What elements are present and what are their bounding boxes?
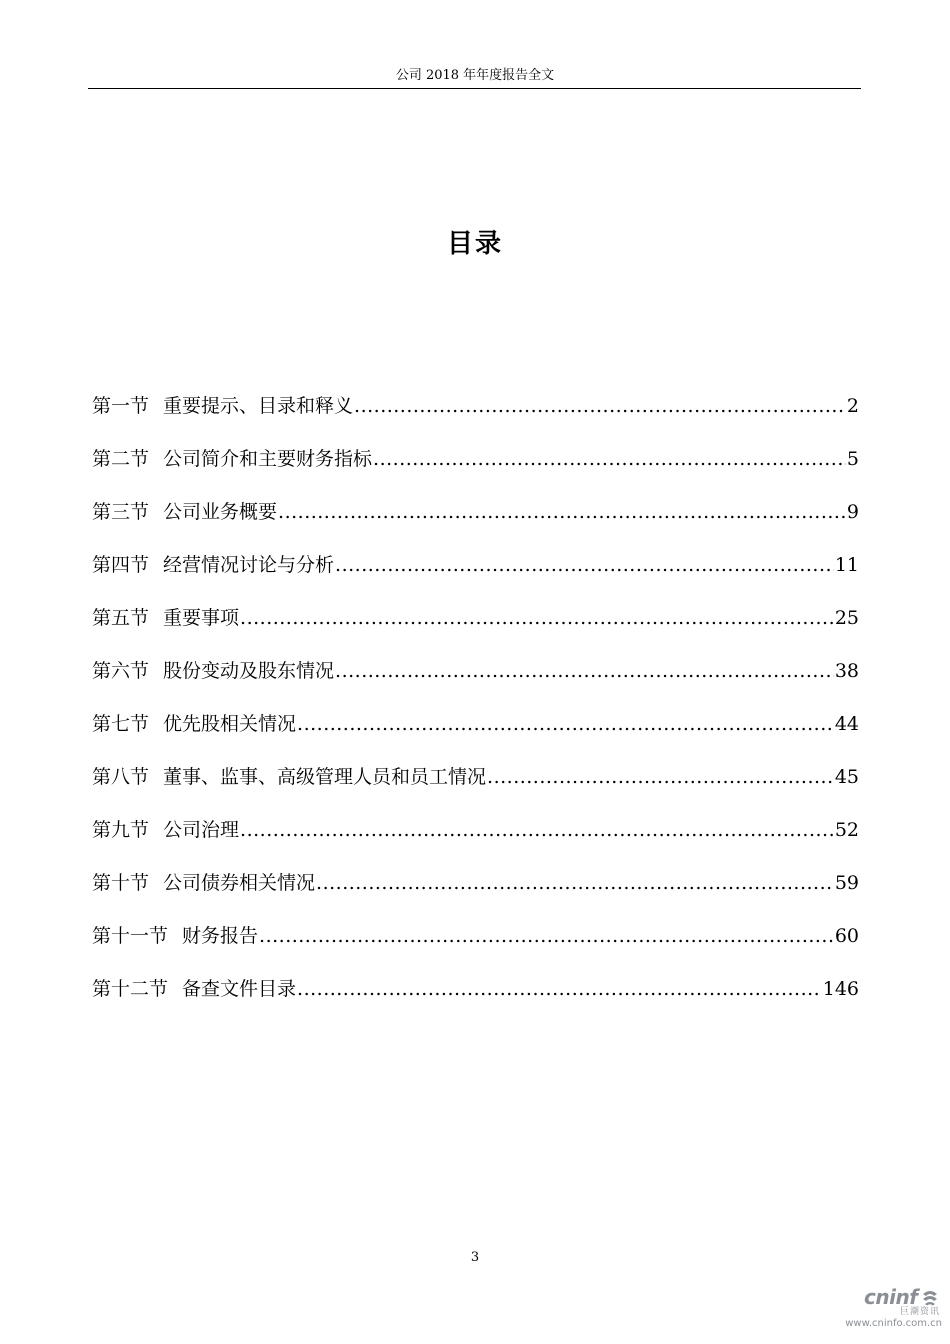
toc-page-number: 45: [834, 766, 859, 788]
toc-dot-leader: [240, 816, 834, 844]
toc-page-number: 52: [834, 819, 859, 841]
toc-page-number: 146: [822, 978, 859, 1000]
table-of-contents: [92, 392, 859, 1028]
cninfo-logo-icon: [920, 1288, 940, 1308]
toc-section-number: 第二节: [92, 448, 150, 470]
page-title: 目录: [446, 229, 503, 259]
toc-section-number: 第十节: [92, 872, 150, 894]
toc-section-title: 重要提示、目录和释义: [163, 395, 354, 417]
toc-section-title: 公司债券相关情况: [163, 872, 316, 894]
toc-page-number: 25: [834, 607, 859, 629]
toc-entry[interactable]: [92, 975, 859, 1028]
toc-entry[interactable]: [92, 869, 859, 922]
toc-page-number: 59: [834, 872, 859, 894]
toc-section-number: 第八节: [92, 766, 150, 788]
toc-page-number: 5: [846, 448, 859, 470]
toc-dot-leader: [373, 445, 846, 473]
toc-section-number: 第十一节: [92, 925, 169, 947]
toc-entry[interactable]: [92, 392, 859, 445]
toc-entry[interactable]: [92, 498, 859, 551]
toc-section-number: 第七节: [92, 713, 150, 735]
toc-dot-leader: [335, 551, 834, 579]
toc-entry[interactable]: [92, 657, 859, 710]
toc-entry[interactable]: [92, 763, 859, 816]
toc-section-number: 第六节: [92, 660, 150, 682]
toc-section-title: 公司治理: [163, 819, 240, 841]
toc-page-number: 44: [834, 713, 859, 735]
toc-section-title: 经营情况讨论与分析: [163, 554, 335, 576]
header-rule: [88, 88, 861, 89]
toc-dot-leader: [335, 657, 834, 685]
toc-section-number: 第九节: [92, 819, 150, 841]
footer-page-number: 3: [470, 1250, 480, 1265]
toc-dot-leader: [316, 869, 834, 897]
toc-section-title: 优先股相关情况: [163, 713, 297, 735]
toc-entry[interactable]: [92, 816, 859, 869]
toc-section-title: 公司业务概要: [163, 501, 278, 523]
toc-entry[interactable]: [92, 710, 859, 763]
toc-dot-leader: [354, 392, 846, 420]
toc-section-number: 第一节: [92, 395, 150, 417]
toc-dot-leader: [487, 763, 834, 791]
toc-dot-leader: [240, 604, 834, 632]
toc-page-number: 9: [846, 501, 859, 523]
toc-entry[interactable]: [92, 922, 859, 975]
toc-section-number: 第三节: [92, 501, 150, 523]
toc-section-title: 重要事项: [163, 607, 240, 629]
toc-dot-leader: [278, 498, 846, 526]
toc-dot-leader: [297, 710, 834, 738]
toc-section-title: 董事、监事、高级管理人员和员工情况: [163, 766, 487, 788]
toc-section-number: 第四节: [92, 554, 150, 576]
toc-page-number: 38: [834, 660, 859, 682]
toc-section-number: 第五节: [92, 607, 150, 629]
toc-section-number: 第十二节: [92, 978, 169, 1000]
toc-entry[interactable]: [92, 551, 859, 604]
cninfo-watermark: [842, 1286, 942, 1332]
watermark-logo-text: cninf: [864, 1285, 918, 1309]
toc-section-title: 公司简介和主要财务指标: [163, 448, 373, 470]
toc-dot-leader: [297, 975, 822, 1003]
toc-section-title: 备查文件目录: [182, 978, 297, 1000]
toc-page-number: 2: [846, 395, 859, 417]
toc-page-number: 60: [834, 925, 859, 947]
toc-entry[interactable]: [92, 445, 859, 498]
watermark-subtitle: 巨潮资讯: [900, 1307, 941, 1317]
toc-section-title: 财务报告: [182, 925, 259, 947]
toc-section-title: 股份变动及股东情况: [163, 660, 335, 682]
toc-page-number: 11: [834, 554, 859, 576]
toc-dot-leader: [259, 922, 834, 950]
running-header: 公司 2018 年年度报告全文: [395, 68, 555, 83]
watermark-url: www.cninfo.com.cn: [845, 1318, 942, 1329]
toc-entry[interactable]: [92, 604, 859, 657]
